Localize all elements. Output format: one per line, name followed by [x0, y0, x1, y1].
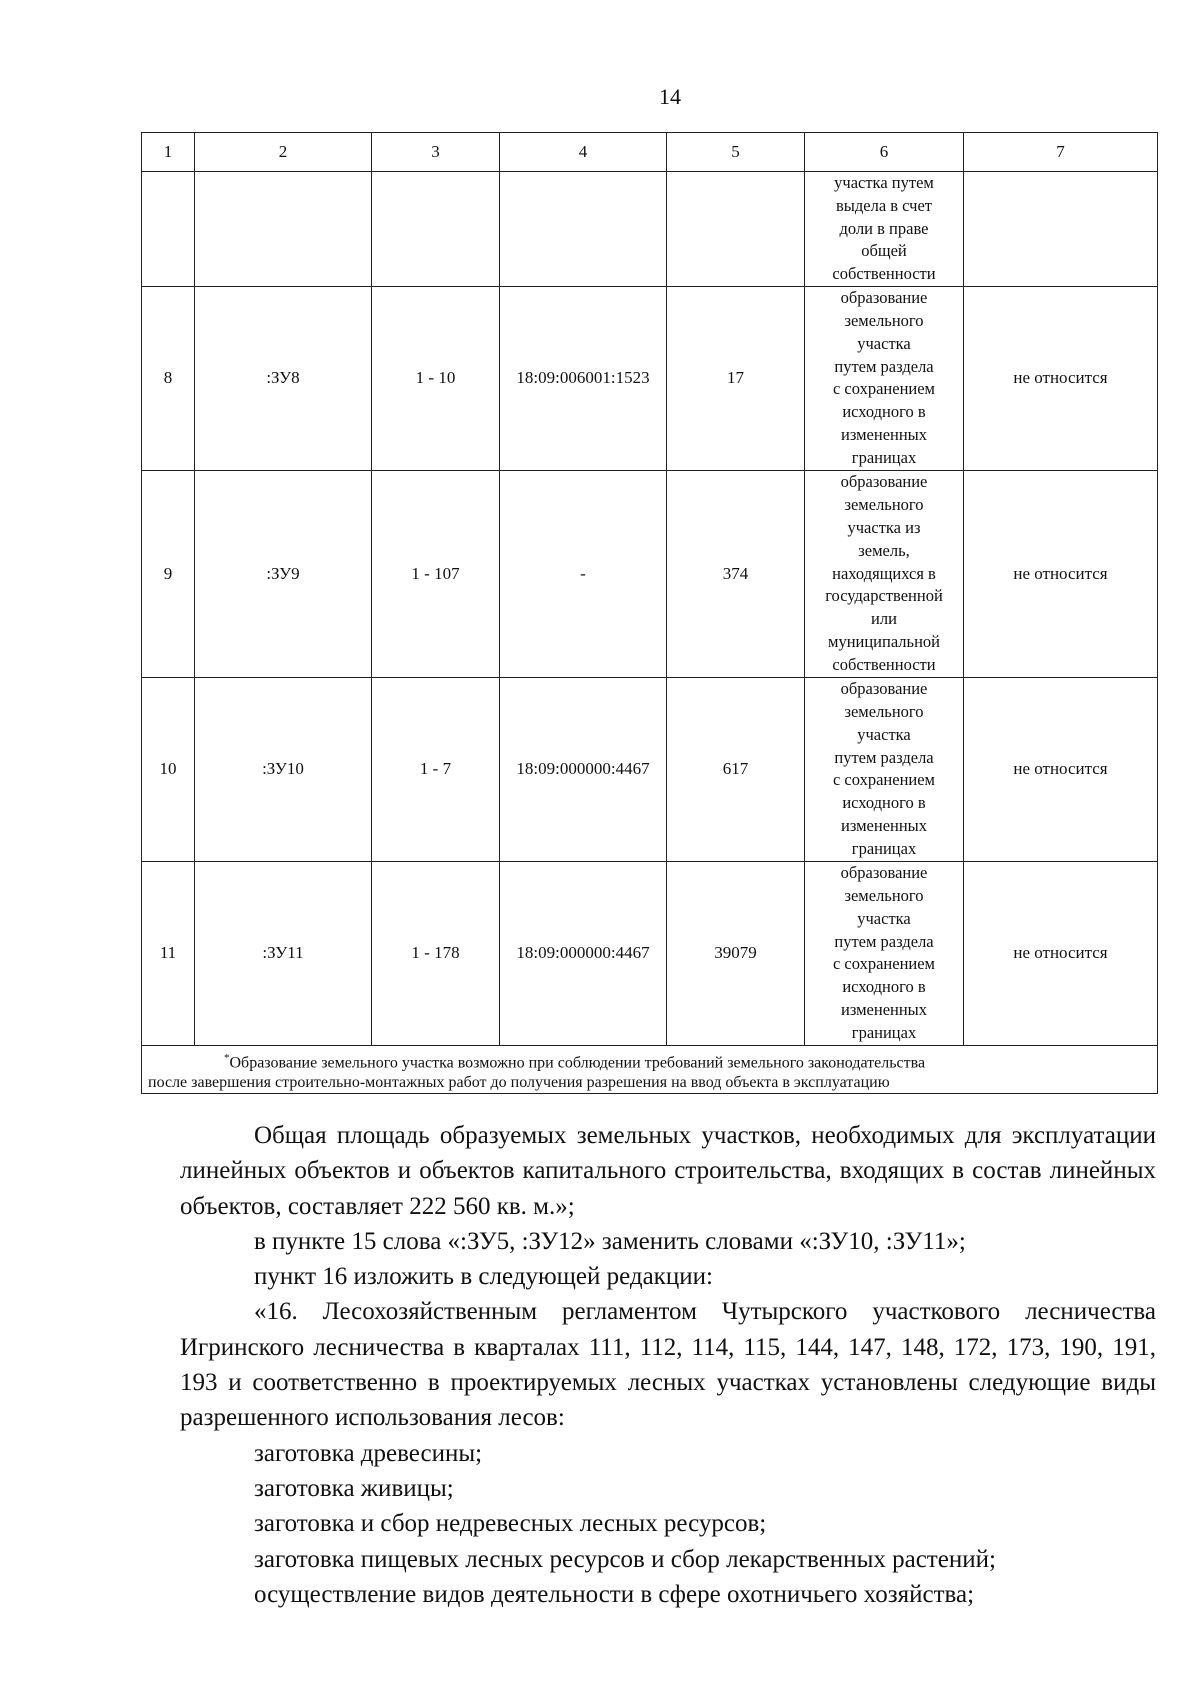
method-line: исходного в: [842, 793, 926, 813]
method-line: исходного в: [842, 402, 926, 422]
cadastral-number: 18:09:000000:4467: [500, 677, 667, 861]
footnote-mark: *: [224, 1051, 230, 1064]
land-plots-table: [141, 132, 1158, 1094]
footnote-text: Образование земельного участка возможно при соблюдении требований земельного законодательства: [229, 1054, 926, 1072]
table-row: [142, 286, 1158, 470]
method-line: муниципальной: [828, 631, 940, 651]
empty-cell: [500, 172, 667, 287]
cadastral-number: -: [500, 470, 667, 677]
list-item: заготовка древесины;: [254, 1439, 483, 1467]
header-cell: 7: [964, 133, 1158, 172]
method-line: земельного: [844, 495, 924, 515]
empty-cell: [142, 172, 195, 287]
method-line: участка: [857, 908, 911, 928]
method-line: земельного: [844, 886, 924, 906]
point-range: 1 - 7: [372, 677, 500, 861]
row-number: 11: [142, 861, 195, 1045]
applicability-note: не относится: [964, 861, 1158, 1045]
header-cell: 2: [195, 133, 372, 172]
method-line: общей: [861, 241, 907, 261]
method-cell: [805, 172, 964, 287]
method-line: собственности: [832, 264, 936, 284]
method-line: земельного: [844, 311, 924, 331]
plot-area: 374: [667, 470, 805, 677]
empty-cell: [372, 172, 500, 287]
point-range: 1 - 178: [372, 861, 500, 1045]
total-area-paragraph: Общая площадь образуемых земельных участков, необходимых для эксплуатации линейных объектов и объектов капитального строительства, входящих в состав линейных объектов, составляет 222 560 кв. м.»;: [180, 1122, 1156, 1220]
list-item: заготовка живицы;: [254, 1474, 454, 1502]
header-cell: 5: [667, 133, 805, 172]
header-cell: 1: [142, 133, 195, 172]
method-cell: [805, 861, 964, 1045]
method-line: участка из: [847, 517, 921, 537]
method-line: или: [871, 609, 897, 629]
plot-designation: :ЗУ10: [195, 677, 372, 861]
header-cell: 6: [805, 133, 964, 172]
table-row: [142, 172, 1158, 287]
plot-area: 39079: [667, 861, 805, 1045]
method-line: участка: [857, 333, 911, 353]
method-line: находящихся в: [832, 563, 936, 583]
header-cell: 4: [500, 133, 667, 172]
plot-area: 617: [667, 677, 805, 861]
table-footnote: [142, 1045, 1158, 1093]
body-text: [180, 1118, 1156, 1612]
header-cell: 3: [372, 133, 500, 172]
table-row: [142, 861, 1158, 1045]
method-line: с сохранением: [832, 379, 935, 399]
method-line: государственной: [825, 586, 943, 606]
method-line: измененных: [840, 816, 928, 836]
method-line: участка путем: [834, 173, 934, 192]
row-number: 9: [142, 470, 195, 677]
plot-designation: :ЗУ9: [195, 470, 372, 677]
method-line: исходного в: [842, 977, 926, 997]
method-line: образование: [840, 863, 928, 883]
applicability-note: не относится: [964, 677, 1158, 861]
method-cell: [805, 470, 964, 677]
plot-designation: :ЗУ11: [195, 861, 372, 1045]
applicability-note: не относится: [964, 286, 1158, 470]
list-item: заготовка пищевых лесных ресурсов и сбор лекарственных растений;: [254, 1545, 996, 1573]
method-line: участка: [857, 724, 911, 744]
method-line: границах: [851, 1022, 917, 1042]
footnote-line: [148, 1048, 1153, 1073]
footnote-row: [142, 1045, 1158, 1093]
amendment-paragraph: пункт 16 изложить в следующей редакции:: [254, 1263, 713, 1291]
method-line: с сохранением: [832, 770, 935, 790]
row-number: 10: [142, 677, 195, 861]
applicability-note: не относится: [964, 470, 1158, 677]
method-line: земельного: [844, 702, 924, 722]
land-plots-table-wrapper: [141, 132, 1157, 1094]
list-item: заготовка и сбор недревесных лесных ресурсов;: [254, 1510, 767, 1538]
list-item: осуществление видов деятельности в сфере охотничьего хозяйства;: [254, 1580, 975, 1608]
amendment-paragraph: в пункте 15 слова «:ЗУ5, :ЗУ12» заменить словами «:ЗУ10, :ЗУ11»;: [254, 1227, 966, 1255]
footnote-line: после завершения строительно-монтажных работ до получения разрешения на ввод объекта в эксплуатацию: [148, 1074, 890, 1092]
method-line: выдела в счет: [835, 195, 933, 215]
method-line: образование: [840, 679, 928, 699]
table-row: [142, 677, 1158, 861]
row-number: 8: [142, 286, 195, 470]
point-range: 1 - 10: [372, 286, 500, 470]
method-line: собственности: [832, 654, 936, 674]
method-line: измененных: [840, 1000, 928, 1020]
method-line: путем раздела: [834, 356, 934, 376]
cadastral-number: 18:09:000000:4467: [500, 861, 667, 1045]
empty-cell: [667, 172, 805, 287]
point-range: 1 - 107: [372, 470, 500, 677]
method-line: путем раздела: [834, 747, 934, 767]
method-cell: [805, 677, 964, 861]
page-number: 14: [659, 84, 681, 109]
method-line: образование: [840, 472, 928, 492]
method-line: путем раздела: [834, 931, 934, 951]
method-line: границах: [851, 447, 917, 467]
method-line: измененных: [840, 425, 928, 445]
method-line: доли в праве: [839, 218, 929, 238]
cadastral-number: 18:09:006001:1523: [500, 286, 667, 470]
empty-cell: [964, 172, 1158, 287]
plot-area: 17: [667, 286, 805, 470]
empty-cell: [195, 172, 372, 287]
method-line: земель,: [858, 540, 910, 560]
method-line: образование: [840, 288, 928, 308]
method-line: с сохранением: [832, 954, 935, 974]
forestry-paragraph: «16. Лесохозяйственным регламентом Чутырского участкового лесничества Игринского лесничества в кварталах 111, 112, 114, 115, 144, 147, 148, 172, 173, 190, 191, 193 и соответственно в проектируемых лесных участках установлены следующие виды разрешенного использования лесов:: [180, 1298, 1156, 1432]
plot-designation: :ЗУ8: [195, 286, 372, 470]
method-line: границах: [851, 838, 917, 858]
table-header-row: [142, 133, 1158, 172]
method-cell: [805, 286, 964, 470]
table-row: [142, 470, 1158, 677]
